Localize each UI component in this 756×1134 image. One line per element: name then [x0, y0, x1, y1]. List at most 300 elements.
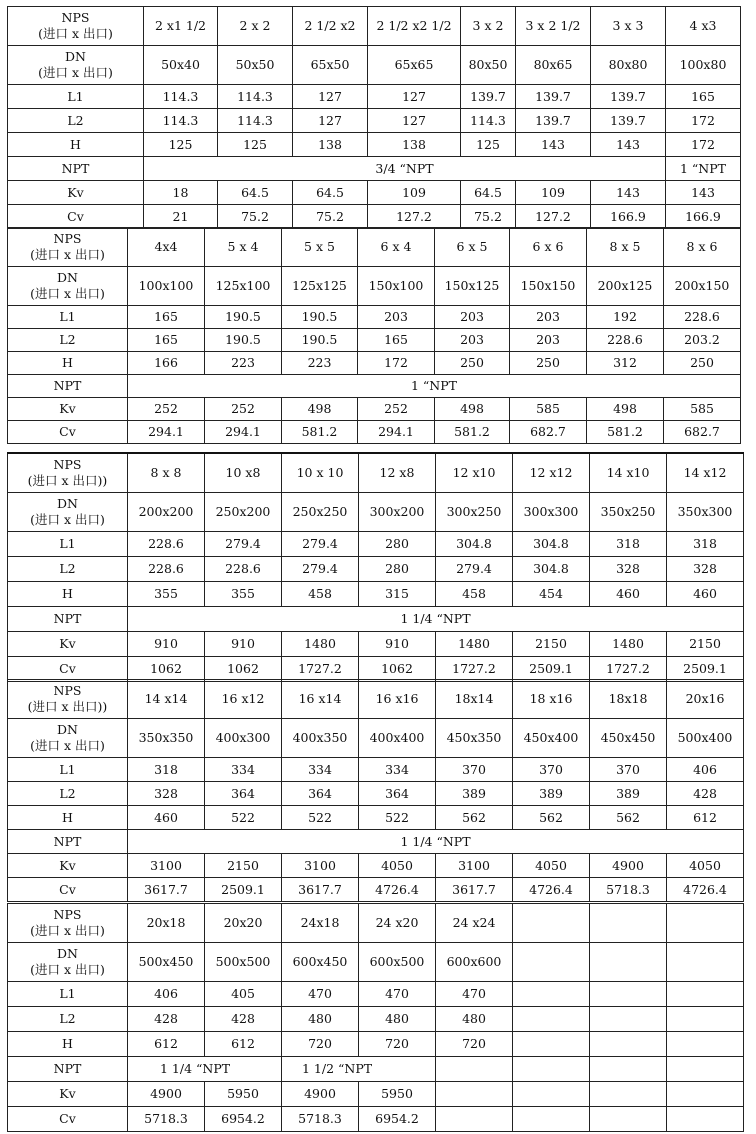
label-line: (进口 x 出口) [30, 286, 105, 301]
label-line: (进口 x 出口) [30, 738, 105, 753]
npt-cell: 1 1/4 “NPT [128, 830, 744, 854]
l2-cell: 364 [282, 782, 359, 806]
row-label-kv: Kv [8, 398, 128, 421]
l1-cell: 127 [293, 85, 368, 109]
l2-cell: 114.3 [461, 109, 516, 133]
nps-cell: 8 x 8 [128, 453, 205, 493]
l1-cell: 279.4 [205, 532, 282, 557]
nps-cell: 4x4 [128, 228, 205, 267]
h-cell: 223 [205, 352, 282, 375]
label-line: NPS [53, 683, 82, 698]
cv-cell: 4726.4 [667, 878, 744, 902]
l2-cell: 279.4 [282, 557, 359, 582]
nps-cell: 10 x 10 [282, 453, 359, 493]
kv-cell: 143 [666, 181, 741, 205]
dn-cell: 450x400 [513, 719, 590, 758]
dn-cell: 250x250 [282, 493, 359, 532]
spec-table [7, 903, 744, 1132]
nps-cell: 20x20 [205, 904, 282, 943]
kv-cell: 4900 [282, 1082, 359, 1107]
l1-cell: 334 [359, 758, 436, 782]
kv-cell: 3100 [436, 854, 513, 878]
nps-cell: 6 x 6 [510, 228, 587, 267]
l2-cell: 114.3 [144, 109, 218, 133]
empty-cell [667, 1057, 744, 1082]
l2-cell: 165 [128, 329, 205, 352]
spec-table [7, 679, 744, 902]
row-label-cv: Cv [8, 878, 128, 902]
row-label-l2: L2 [8, 109, 144, 133]
row-label-nps [8, 904, 128, 943]
kv-cell: 1480 [282, 632, 359, 657]
label-line: (进口 x 出口) [30, 962, 105, 977]
nps-cell: 8 x 5 [587, 228, 664, 267]
dn-cell: 400x350 [282, 719, 359, 758]
row-label-dn [8, 943, 128, 982]
dn-cell: 350x350 [128, 719, 205, 758]
cv-cell: 4726.4 [359, 878, 436, 902]
l1-cell: 318 [590, 532, 667, 557]
table-row [8, 453, 744, 493]
l2-cell: 389 [436, 782, 513, 806]
dn-cell: 80x65 [516, 46, 591, 85]
dn-cell: 50x40 [144, 46, 218, 85]
l1-cell: 405 [205, 982, 282, 1007]
table-row [8, 657, 744, 682]
nps-cell: 18x14 [436, 680, 513, 719]
table-row [8, 205, 741, 229]
h-cell: 454 [513, 582, 590, 607]
l1-cell: 190.5 [282, 306, 358, 329]
l1-cell: 318 [667, 532, 744, 557]
h-cell: 522 [359, 806, 436, 830]
h-cell: 720 [359, 1032, 436, 1057]
l1-cell [590, 982, 667, 1007]
cv-cell [667, 1107, 744, 1132]
h-cell: 312 [587, 352, 664, 375]
row-label-npt: NPT [8, 830, 128, 854]
row-label-h: H [8, 582, 128, 607]
kv-cell [513, 1082, 590, 1107]
nps-cell: 24x18 [282, 904, 359, 943]
h-cell: 562 [436, 806, 513, 830]
row-label-l1: L1 [8, 982, 128, 1007]
row-label-l2: L2 [8, 1007, 128, 1032]
dn-cell [513, 943, 590, 982]
row-label-cv: Cv [8, 1107, 128, 1132]
nps-cell: 12 x12 [513, 453, 590, 493]
cv-cell: 581.2 [282, 421, 358, 444]
dn-cell: 600x600 [436, 943, 513, 982]
row-label-dn [8, 46, 144, 85]
cv-cell: 166.9 [591, 205, 666, 229]
dn-cell: 500x400 [667, 719, 744, 758]
row-label-nps [8, 680, 128, 719]
cv-cell: 75.2 [293, 205, 368, 229]
nps-cell: 20x18 [128, 904, 205, 943]
dn-cell: 600x500 [359, 943, 436, 982]
l1-cell: 139.7 [591, 85, 666, 109]
npt-cell: 1 “NPT [666, 157, 741, 181]
nps-cell [513, 904, 590, 943]
h-cell: 125 [461, 133, 516, 157]
table-row [8, 680, 744, 719]
kv-cell: 498 [282, 398, 358, 421]
cv-cell: 1727.2 [590, 657, 667, 682]
row-label-npt: NPT [8, 375, 128, 398]
table-row [8, 982, 744, 1007]
row-label-dn [8, 267, 128, 306]
label-line: (进口 x 出口)) [27, 473, 108, 488]
l1-cell: 127 [368, 85, 461, 109]
l2-cell: 279.4 [436, 557, 513, 582]
dn-cell: 200x150 [664, 267, 741, 306]
cv-cell [436, 1107, 513, 1132]
table-row [8, 493, 744, 532]
empty-cell [513, 1057, 590, 1082]
l2-cell: 304.8 [513, 557, 590, 582]
nps-cell: 20x16 [667, 680, 744, 719]
table-row [8, 943, 744, 982]
table-row [8, 1107, 744, 1132]
row-label-l1: L1 [8, 758, 128, 782]
label-line: DN [57, 946, 78, 961]
nps-cell: 6 x 5 [435, 228, 510, 267]
table-row [8, 181, 741, 205]
table-row [8, 1057, 744, 1082]
h-cell: 562 [590, 806, 667, 830]
label-line: NPS [53, 907, 82, 922]
table-row [8, 352, 741, 375]
cv-cell: 1727.2 [436, 657, 513, 682]
l1-cell: 228.6 [128, 532, 205, 557]
nps-cell: 4 x3 [666, 7, 741, 46]
cv-cell: 21 [144, 205, 218, 229]
l2-cell: 203 [435, 329, 510, 352]
nps-cell [590, 904, 667, 943]
dn-cell: 80x80 [591, 46, 666, 85]
l1-cell [513, 982, 590, 1007]
l2-cell: 190.5 [205, 329, 282, 352]
h-cell [590, 1032, 667, 1057]
dn-cell: 350x250 [590, 493, 667, 532]
row-label-kv: Kv [8, 854, 128, 878]
nps-cell: 6 x 4 [358, 228, 435, 267]
row-label-cv: Cv [8, 205, 144, 229]
l2-cell: 364 [205, 782, 282, 806]
table-row [8, 632, 744, 657]
dn-cell: 300x300 [513, 493, 590, 532]
kv-cell: 4050 [667, 854, 744, 878]
l1-cell: 139.7 [516, 85, 591, 109]
cv-cell: 5718.3 [128, 1107, 205, 1132]
dn-cell: 200x125 [587, 267, 664, 306]
label-line: DN [57, 496, 78, 511]
h-cell: 125 [144, 133, 218, 157]
table-row [8, 228, 741, 267]
cv-cell [513, 1107, 590, 1132]
l2-cell [513, 1007, 590, 1032]
l1-cell: 334 [282, 758, 359, 782]
h-cell: 522 [205, 806, 282, 830]
nps-cell: 14 x14 [128, 680, 205, 719]
row-label-h: H [8, 352, 128, 375]
kv-cell: 252 [205, 398, 282, 421]
table-row [8, 758, 744, 782]
l2-cell: 280 [359, 557, 436, 582]
nps-cell: 8 x 6 [664, 228, 741, 267]
row-label-kv: Kv [8, 1082, 128, 1107]
table-row [8, 133, 741, 157]
nps-cell: 16 x12 [205, 680, 282, 719]
cv-cell: 682.7 [510, 421, 587, 444]
row-label-l2: L2 [8, 329, 128, 352]
kv-cell: 2150 [513, 632, 590, 657]
h-cell: 355 [128, 582, 205, 607]
nps-cell: 18 x16 [513, 680, 590, 719]
dn-cell: 150x100 [358, 267, 435, 306]
kv-cell: 143 [591, 181, 666, 205]
table-row [8, 398, 741, 421]
dn-cell: 65x65 [368, 46, 461, 85]
cv-cell [590, 1107, 667, 1132]
dn-cell: 450x450 [590, 719, 667, 758]
dn-cell: 400x400 [359, 719, 436, 758]
table-row [8, 582, 744, 607]
l2-cell: 139.7 [516, 109, 591, 133]
label-line: NPS [61, 10, 90, 25]
l2-cell: 114.3 [218, 109, 293, 133]
row-label-l1: L1 [8, 85, 144, 109]
row-label-l2: L2 [8, 782, 128, 806]
row-label-h: H [8, 1032, 128, 1057]
h-cell: 138 [293, 133, 368, 157]
npt-cell: 1 “NPT [128, 375, 741, 398]
kv-cell: 252 [128, 398, 205, 421]
h-cell: 612 [128, 1032, 205, 1057]
table-row [8, 46, 741, 85]
label-line: (进口 x 出口) [38, 65, 113, 80]
dn-cell: 65x50 [293, 46, 368, 85]
table-row [8, 607, 744, 632]
h-cell: 522 [282, 806, 359, 830]
table-row [8, 85, 741, 109]
cv-cell: 1062 [359, 657, 436, 682]
table-row [8, 782, 744, 806]
l1-cell [667, 982, 744, 1007]
nps-cell: 18x18 [590, 680, 667, 719]
l1-cell: 190.5 [205, 306, 282, 329]
nps-cell: 5 x 5 [282, 228, 358, 267]
cv-cell: 581.2 [435, 421, 510, 444]
nps-cell: 5 x 4 [205, 228, 282, 267]
l1-cell: 406 [128, 982, 205, 1007]
nps-cell: 24 x20 [359, 904, 436, 943]
cv-cell: 3617.7 [282, 878, 359, 902]
kv-cell: 4050 [359, 854, 436, 878]
h-cell: 720 [282, 1032, 359, 1057]
cv-cell: 5718.3 [590, 878, 667, 902]
row-label-nps [8, 7, 144, 46]
dn-cell: 400x300 [205, 719, 282, 758]
h-cell: 143 [591, 133, 666, 157]
cv-cell: 4726.4 [513, 878, 590, 902]
kv-cell: 18 [144, 181, 218, 205]
nps-cell: 2 1/2 x2 [293, 7, 368, 46]
l2-cell: 328 [590, 557, 667, 582]
label-line: DN [65, 49, 86, 64]
l2-cell: 389 [590, 782, 667, 806]
table-row [8, 878, 744, 902]
dn-cell: 600x450 [282, 943, 359, 982]
l2-cell: 190.5 [282, 329, 358, 352]
row-label-nps [8, 228, 128, 267]
cv-cell: 1062 [128, 657, 205, 682]
l2-cell: 480 [359, 1007, 436, 1032]
kv-cell: 3100 [128, 854, 205, 878]
cv-cell: 6954.2 [205, 1107, 282, 1132]
spec-table [7, 227, 741, 444]
row-label-kv: Kv [8, 632, 128, 657]
empty-cell [590, 1057, 667, 1082]
h-cell: 562 [513, 806, 590, 830]
l2-cell: 428 [128, 1007, 205, 1032]
nps-cell: 12 x8 [359, 453, 436, 493]
kv-cell: 910 [359, 632, 436, 657]
label-line: DN [57, 270, 78, 285]
l1-cell: 370 [590, 758, 667, 782]
dn-cell: 80x50 [461, 46, 516, 85]
h-cell: 172 [666, 133, 741, 157]
l2-cell: 172 [666, 109, 741, 133]
dn-cell: 125x100 [205, 267, 282, 306]
cv-cell: 166.9 [666, 205, 741, 229]
l1-cell: 334 [205, 758, 282, 782]
h-cell: 458 [436, 582, 513, 607]
kv-cell: 498 [435, 398, 510, 421]
l1-cell: 470 [436, 982, 513, 1007]
table-row [8, 267, 741, 306]
dn-cell: 125x125 [282, 267, 358, 306]
l2-cell: 127 [368, 109, 461, 133]
dn-cell: 100x80 [666, 46, 741, 85]
h-cell: 223 [282, 352, 358, 375]
kv-cell: 3100 [282, 854, 359, 878]
cv-cell: 5718.3 [282, 1107, 359, 1132]
dn-cell [590, 943, 667, 982]
l1-cell: 139.7 [461, 85, 516, 109]
cv-cell: 6954.2 [359, 1107, 436, 1132]
row-label-cv: Cv [8, 657, 128, 682]
dn-cell: 200x200 [128, 493, 205, 532]
dn-cell: 350x300 [667, 493, 744, 532]
table-row [8, 854, 744, 878]
row-label-h: H [8, 133, 144, 157]
kv-cell: 1480 [590, 632, 667, 657]
kv-cell: 585 [664, 398, 741, 421]
label-line: NPS [53, 457, 82, 472]
nps-cell: 2 1/2 x2 1/2 [368, 7, 461, 46]
kv-cell: 585 [510, 398, 587, 421]
kv-cell [436, 1082, 513, 1107]
l1-cell: 203 [510, 306, 587, 329]
table-row [8, 1082, 744, 1107]
row-label-dn [8, 719, 128, 758]
dn-cell: 300x250 [436, 493, 513, 532]
h-cell: 125 [218, 133, 293, 157]
table-row [8, 329, 741, 352]
table-row [8, 806, 744, 830]
label-line: (进口 x 出口) [38, 26, 113, 41]
l2-cell: 228.6 [587, 329, 664, 352]
dn-cell: 100x100 [128, 267, 205, 306]
nps-cell: 2 x1 1/2 [144, 7, 218, 46]
l1-cell: 192 [587, 306, 664, 329]
l2-cell: 127 [293, 109, 368, 133]
nps-cell: 10 x8 [205, 453, 282, 493]
h-cell [513, 1032, 590, 1057]
kv-cell: 910 [205, 632, 282, 657]
table-row [8, 532, 744, 557]
label-line: (进口 x 出口) [30, 512, 105, 527]
cv-cell: 1062 [205, 657, 282, 682]
table-row [8, 306, 741, 329]
kv-cell: 252 [358, 398, 435, 421]
kv-cell: 2150 [667, 632, 744, 657]
npt-cell: 1 1/4 “NPT [128, 607, 744, 632]
label-line: (进口 x 出口) [30, 247, 105, 262]
table-row [8, 157, 741, 181]
cv-cell: 2509.1 [667, 657, 744, 682]
table-row [8, 830, 744, 854]
empty-cell [436, 1057, 513, 1082]
kv-cell: 64.5 [461, 181, 516, 205]
cv-cell: 294.1 [358, 421, 435, 444]
h-cell: 612 [205, 1032, 282, 1057]
l1-cell: 370 [513, 758, 590, 782]
l2-cell: 389 [513, 782, 590, 806]
l2-cell: 228.6 [205, 557, 282, 582]
nps-cell: 12 x10 [436, 453, 513, 493]
h-cell [667, 1032, 744, 1057]
row-label-l1: L1 [8, 532, 128, 557]
l2-cell: 428 [667, 782, 744, 806]
npt-cell: 3/4 “NPT [144, 157, 666, 181]
h-cell: 250 [664, 352, 741, 375]
cv-cell: 2509.1 [205, 878, 282, 902]
nps-cell [667, 904, 744, 943]
kv-cell [590, 1082, 667, 1107]
l2-cell: 480 [282, 1007, 359, 1032]
label-line: (进口 x 出口)) [27, 699, 108, 714]
h-cell: 172 [358, 352, 435, 375]
cv-cell: 581.2 [587, 421, 664, 444]
table-row [8, 7, 741, 46]
label-line: DN [57, 722, 78, 737]
kv-cell: 498 [587, 398, 664, 421]
nps-cell: 3 x 2 [461, 7, 516, 46]
npt-cell: 1 1/2 “NPT [282, 1057, 436, 1082]
l1-cell: 470 [282, 982, 359, 1007]
kv-cell: 64.5 [218, 181, 293, 205]
h-cell: 166 [128, 352, 205, 375]
l2-cell: 139.7 [591, 109, 666, 133]
cv-cell: 682.7 [664, 421, 741, 444]
l1-cell: 203 [435, 306, 510, 329]
l1-cell: 165 [666, 85, 741, 109]
row-label-npt: NPT [8, 157, 144, 181]
h-cell: 250 [435, 352, 510, 375]
